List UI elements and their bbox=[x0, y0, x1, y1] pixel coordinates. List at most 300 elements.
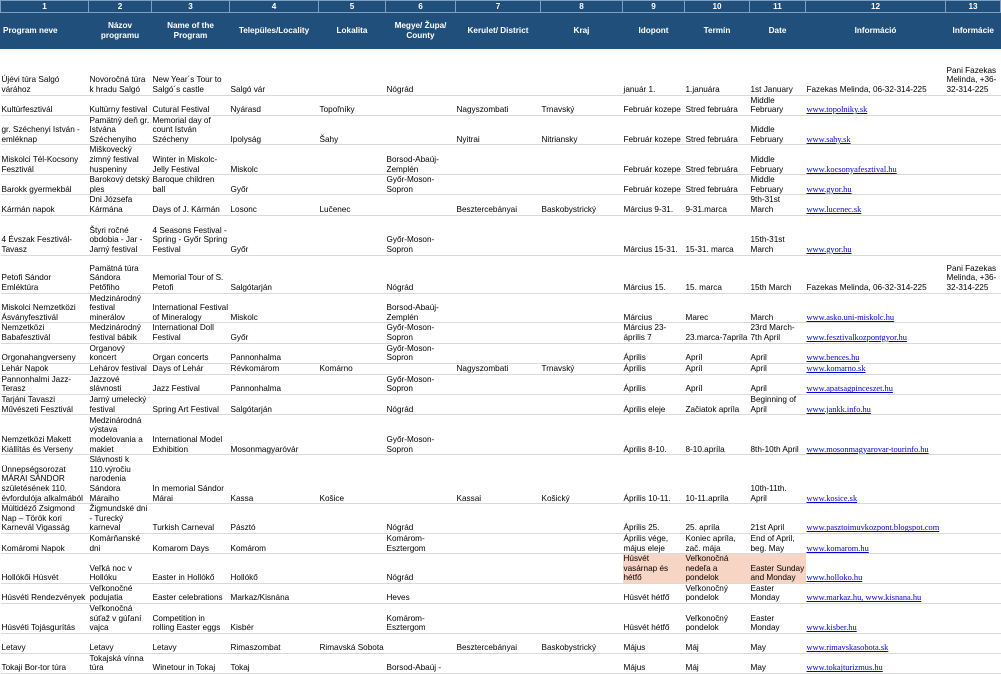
table-cell bbox=[541, 255, 623, 293]
table-cell: Kassai bbox=[456, 455, 541, 504]
table-cell: Topoľníky bbox=[319, 95, 386, 115]
table-cell: Veľkonočný pondelok bbox=[685, 583, 750, 603]
table-cell bbox=[806, 504, 946, 534]
table-cell: Medzinárodná výstava modelovania a makiet bbox=[89, 415, 152, 455]
table-cell: Február kozepe bbox=[623, 115, 685, 145]
table-cell: gr. Széchenyi István - emléknap bbox=[1, 115, 89, 145]
table-cell: Stred februára bbox=[685, 145, 750, 175]
column-header: Idopont bbox=[623, 13, 685, 50]
table-cell bbox=[806, 175, 946, 195]
table-cell bbox=[541, 415, 623, 455]
table-row bbox=[1, 533, 1001, 553]
table-cell: Barokk gyermekbál bbox=[1, 175, 89, 195]
table-cell: Jazz Festival bbox=[152, 374, 230, 394]
table-cell bbox=[541, 653, 623, 673]
table-cell bbox=[541, 394, 623, 414]
table-cell: March bbox=[750, 293, 806, 323]
table-cell bbox=[319, 653, 386, 673]
table-cell: Jarný umelecký festival bbox=[89, 394, 152, 414]
table-cell bbox=[806, 653, 946, 673]
table-cell: Győr-Moson-Sopron bbox=[386, 374, 456, 394]
table-cell: Markaz/Kisnána bbox=[230, 583, 319, 603]
table-cell: Nagyszombati bbox=[456, 95, 541, 115]
table-cell: Révkomárom bbox=[230, 363, 319, 374]
table-row bbox=[1, 633, 1001, 653]
table-cell bbox=[456, 293, 541, 323]
table-cell: Winetour in Tokaj bbox=[152, 653, 230, 673]
table-cell: Koniec apríla, zač. mája bbox=[685, 533, 750, 553]
table-cell: 8-10.apríla bbox=[685, 415, 750, 455]
website-link[interactable]: www.sahy.sk bbox=[806, 134, 851, 144]
table-cell bbox=[946, 374, 1001, 394]
website-link[interactable]: www.holloko.hu bbox=[806, 573, 863, 583]
table-cell: May bbox=[750, 653, 806, 673]
table-cell bbox=[386, 455, 456, 504]
table-cell bbox=[319, 49, 386, 95]
table-cell: Winter in Miskolc- Jelly Festival bbox=[152, 145, 230, 175]
table-cell: Veľkonočná súťaž v gúľaní vajca bbox=[89, 604, 152, 634]
table-cell: Húsvét vasárnap és hétfő bbox=[623, 554, 685, 584]
table-cell: Rimaszombat bbox=[230, 633, 319, 653]
table-row bbox=[1, 504, 1001, 534]
website-link[interactable]: www.gyor.hu bbox=[806, 245, 852, 255]
table-cell: 23.marca-7apríla bbox=[685, 323, 750, 343]
column-number: 13 bbox=[946, 1, 1001, 13]
table-cell: Újévi túra Salgó várához bbox=[1, 49, 89, 95]
table-cell bbox=[946, 415, 1001, 455]
table-cell: Húsvét hétfő bbox=[623, 604, 685, 634]
table-cell: Kármán napok bbox=[1, 195, 89, 215]
table-cell: Húsvéti Tojásgurítás bbox=[1, 604, 89, 634]
website-link[interactable]: www.lucenec.sk bbox=[806, 205, 862, 215]
table-cell: International Doll Festival bbox=[152, 323, 230, 343]
column-header: Lokalita bbox=[319, 13, 386, 50]
table-cell: 8th-10th April bbox=[750, 415, 806, 455]
table-cell: Memorial Tour of S. Petofi bbox=[152, 255, 230, 293]
table-cell: Cutural Festival bbox=[152, 95, 230, 115]
table-cell bbox=[946, 653, 1001, 673]
table-cell: 1.januára bbox=[685, 49, 750, 95]
table-cell: 15-31. marca bbox=[685, 215, 750, 255]
table-cell: Slávnosti k 110.výročiu narodenia Sándora Máraiho bbox=[89, 455, 152, 504]
table-cell bbox=[806, 195, 946, 215]
table-row bbox=[1, 394, 1001, 414]
table-cell bbox=[541, 604, 623, 634]
table-cell: Lučenec bbox=[319, 195, 386, 215]
table-cell bbox=[319, 504, 386, 534]
column-header: Názov programu bbox=[89, 13, 152, 50]
table-cell bbox=[319, 215, 386, 255]
table-cell: Medzinárodný festival bábik bbox=[89, 323, 152, 343]
website-link[interactable]: www.asko.uni-miskolc.hu bbox=[806, 312, 895, 322]
table-cell bbox=[319, 533, 386, 553]
table-cell bbox=[319, 554, 386, 584]
table-cell: Győr-Moson-Sopron bbox=[386, 415, 456, 455]
website-link[interactable]: www.bences.hu bbox=[806, 353, 860, 363]
table-cell bbox=[541, 343, 623, 363]
table-cell: In memorial Sándor Márai bbox=[152, 455, 230, 504]
table-cell bbox=[386, 633, 456, 653]
table-cell bbox=[456, 323, 541, 343]
table-cell: Baskobystrický bbox=[541, 195, 623, 215]
table-cell: Komárno bbox=[319, 363, 386, 374]
table-cell bbox=[946, 633, 1001, 653]
table-cell bbox=[946, 293, 1001, 323]
table-cell bbox=[946, 215, 1001, 255]
table-cell: Kassa bbox=[230, 455, 319, 504]
table-cell: Veľkonočná nedeľa a pondelok bbox=[685, 554, 750, 584]
table-cell: Máj bbox=[685, 653, 750, 673]
table-cell: Besztercebányai bbox=[456, 633, 541, 653]
table-cell: Easter celebrations bbox=[152, 583, 230, 603]
table-cell bbox=[541, 323, 623, 343]
table-cell bbox=[946, 504, 1001, 534]
table-cell: Fazekas Melinda, 06-32-314-225 bbox=[806, 49, 946, 95]
table-cell: Salgó vár bbox=[230, 49, 319, 95]
table-cell bbox=[806, 533, 946, 553]
table-cell bbox=[806, 215, 946, 255]
table-cell: Április 25. bbox=[623, 504, 685, 534]
table-cell: Március 15-31. bbox=[623, 215, 685, 255]
table-cell: Április bbox=[623, 343, 685, 363]
table-cell: Nógrád bbox=[386, 49, 456, 95]
table-cell bbox=[541, 533, 623, 553]
table-cell: Novoročná túra k hradu Salgó bbox=[89, 49, 152, 95]
table-cell: Április 8-10. bbox=[623, 415, 685, 455]
table-cell bbox=[541, 145, 623, 175]
table-cell: Pamätný deň gr. Istvána Széchenyiho bbox=[89, 115, 152, 145]
table-cell bbox=[456, 374, 541, 394]
table-cell: Petofi Sándor Emléktúra bbox=[1, 255, 89, 293]
table-row bbox=[1, 604, 1001, 634]
table-cell: Začiatok apríla bbox=[685, 394, 750, 414]
column-number: 6 bbox=[386, 1, 456, 13]
table-cell: Middle February bbox=[750, 145, 806, 175]
table-cell: Mosonmagyaróvár bbox=[230, 415, 319, 455]
table-cell: Days of Lehár bbox=[152, 363, 230, 374]
table-cell bbox=[946, 175, 1001, 195]
website-link[interactable]: www.jankk.info.hu bbox=[806, 404, 871, 414]
table-cell: Tokaj bbox=[230, 653, 319, 673]
table-cell: Lehárov festival bbox=[89, 363, 152, 374]
table-cell: Nógrád bbox=[386, 504, 456, 534]
table-row bbox=[1, 455, 1001, 504]
table-cell: Apríl bbox=[685, 363, 750, 374]
table-cell: Trnavský bbox=[541, 363, 623, 374]
table-cell: Győr-Moson-Sopron bbox=[386, 343, 456, 363]
table-cell bbox=[456, 343, 541, 363]
table-cell: Április 10-11. bbox=[623, 455, 685, 504]
table-cell bbox=[456, 175, 541, 195]
table-cell: Ipolyság bbox=[230, 115, 319, 145]
table-cell: Tarjáni Tavaszi Művészeti Fesztivál bbox=[1, 394, 89, 414]
table-row bbox=[1, 374, 1001, 394]
table-cell: Húsvéti Rendezvények bbox=[1, 583, 89, 603]
table-cell: Pamätná túra Sándora Petőfiho bbox=[89, 255, 152, 293]
website-link[interactable]: www.topolniky.sk bbox=[806, 105, 868, 115]
table-cell: Pásztó bbox=[230, 504, 319, 534]
table-cell: 1st January bbox=[750, 49, 806, 95]
table-cell: International Model Exhibition bbox=[152, 415, 230, 455]
table-cell: Nagyszombati bbox=[456, 363, 541, 374]
table-cell: Baskobystrický bbox=[541, 633, 623, 653]
table-cell: April bbox=[750, 363, 806, 374]
website-link[interactable]: www.mosonmagyarovar-tourinfo.hu bbox=[806, 444, 929, 454]
table-cell bbox=[806, 115, 946, 145]
column-number: 11 bbox=[750, 1, 806, 13]
column-header: Termín bbox=[685, 13, 750, 50]
table-cell bbox=[946, 343, 1001, 363]
table-cell: Komárom-Esztergom bbox=[386, 533, 456, 553]
table-cell: Hollókői Húsvét bbox=[1, 554, 89, 584]
table-cell bbox=[946, 363, 1001, 374]
table-cell: Győr-Moson-Sopron bbox=[386, 323, 456, 343]
column-number: 12 bbox=[806, 1, 946, 13]
table-cell bbox=[319, 604, 386, 634]
table-cell: Barokový detský ples bbox=[89, 175, 150, 194]
column-number: 9 bbox=[623, 1, 685, 13]
table-cell: Nemzetközi Makett Kiállítás és Verseny bbox=[1, 415, 89, 455]
website-link[interactable]: www.fesztivalkozpontgyor.hu bbox=[806, 333, 907, 342]
table-cell: 15th March bbox=[750, 255, 806, 293]
table-cell bbox=[946, 195, 1001, 215]
table-cell: Pannonhalmi Jazz-Terasz bbox=[1, 374, 89, 394]
table-cell: Nógrád bbox=[386, 554, 456, 584]
table-cell: Kisbér bbox=[230, 604, 319, 634]
table-cell: New Year´s Tour to Salgó´s castle bbox=[152, 49, 230, 95]
table-cell: Nitriansky bbox=[541, 115, 623, 145]
table-cell: Easter Sunday and Monday bbox=[750, 554, 806, 584]
table-cell: Apríl bbox=[685, 374, 750, 394]
table-cell bbox=[386, 363, 456, 374]
table-cell bbox=[946, 95, 1001, 115]
table-cell: Easter Monday bbox=[750, 583, 806, 603]
table-cell: Turkish Carneval bbox=[152, 504, 230, 534]
table-cell: 4 Seasons Festival - Spring - Győr Spring Festival bbox=[152, 215, 230, 255]
table-cell bbox=[456, 415, 541, 455]
table-cell: Miskolci Tél-Kocsony Fesztivál bbox=[1, 145, 89, 175]
table-cell: Easter in Hollókő bbox=[152, 554, 230, 584]
table-cell bbox=[806, 633, 946, 653]
table-cell bbox=[806, 374, 946, 394]
table-cell bbox=[386, 195, 456, 215]
table-row bbox=[1, 215, 1001, 255]
table-cell bbox=[456, 504, 541, 534]
table-cell: Stred februára bbox=[685, 115, 750, 145]
table-cell: Nyárasd bbox=[230, 95, 319, 115]
table-cell: Medzinárodný festival minerálov bbox=[89, 293, 152, 323]
table-cell: Győr bbox=[230, 215, 319, 255]
table-cell: Március bbox=[623, 293, 685, 323]
table-cell: január 1. bbox=[623, 49, 685, 95]
table-cell: April bbox=[750, 374, 806, 394]
table-cell: Letavy bbox=[1, 633, 89, 653]
table-cell bbox=[319, 323, 386, 343]
website-link[interactable]: www.kosice.sk bbox=[806, 493, 858, 503]
table-cell: Stred februára bbox=[685, 95, 750, 115]
table-cell: Ünnepségsorozat MÁRAI SÁNDOR születésének 110. évfordulója alkalmából bbox=[1, 455, 89, 504]
table-cell bbox=[319, 175, 386, 195]
table-cell bbox=[946, 394, 1001, 414]
table-row bbox=[1, 145, 1001, 175]
column-header: Program neve bbox=[1, 13, 89, 50]
table-cell: Middle February bbox=[750, 175, 806, 195]
table-cell: Borsod-Abaúj-Zemplén bbox=[386, 293, 456, 323]
table-row bbox=[1, 49, 1001, 95]
table-row bbox=[1, 95, 1001, 115]
table-cell: Košický bbox=[541, 455, 623, 504]
table-cell: Trnavský bbox=[541, 95, 623, 115]
table-cell: Rimavská Sobota bbox=[319, 633, 386, 653]
table-cell: Kultúrny festival bbox=[89, 95, 152, 115]
table-cell bbox=[456, 394, 541, 414]
table-cell: Baroque children ball bbox=[152, 175, 230, 195]
website-link[interactable]: www.tokajturizmus.hu bbox=[806, 663, 883, 673]
table-cell: Március 9-31. bbox=[623, 195, 685, 215]
column-header: Informácie bbox=[946, 13, 1001, 50]
table-cell: 21st April bbox=[750, 504, 806, 534]
website-link[interactable]: www.gyor.hu bbox=[806, 184, 852, 194]
table-cell bbox=[456, 583, 541, 603]
column-header: Települes/Locality bbox=[230, 13, 319, 50]
website-link[interactable]: www.komarno.sk bbox=[806, 364, 866, 374]
table-row bbox=[1, 583, 1001, 603]
table-cell: Orgonahangverseny bbox=[1, 343, 89, 363]
table-cell: 15. marca bbox=[685, 255, 750, 293]
table-cell: Győr bbox=[230, 175, 319, 195]
table-cell: Komarom Days bbox=[152, 533, 230, 553]
table-cell bbox=[806, 604, 946, 634]
table-row bbox=[1, 293, 1001, 323]
table-cell: End of April, beg. May bbox=[750, 533, 806, 553]
table-row bbox=[1, 415, 1001, 455]
table-cell: Borsod-Abaúj-Zemplén bbox=[386, 145, 456, 175]
website-link[interactable]: www.pasztoimuvkozpont.blogspot.com bbox=[806, 523, 940, 533]
website-link[interactable]: www.kisber.hu bbox=[806, 623, 857, 633]
table-cell bbox=[946, 604, 1001, 634]
table-cell: May bbox=[750, 633, 806, 653]
table-cell: 9th-31st March bbox=[750, 195, 806, 215]
table-cell bbox=[541, 374, 623, 394]
table-cell bbox=[456, 145, 541, 175]
table-cell bbox=[806, 293, 946, 323]
table-cell bbox=[456, 255, 541, 293]
website-link[interactable]: www.komarom.hu bbox=[806, 543, 869, 553]
table-cell: Heves bbox=[386, 583, 456, 603]
column-number: 4 bbox=[230, 1, 319, 13]
table-cell: Veľkonočný pondelok bbox=[685, 604, 750, 634]
column-header: Információ bbox=[806, 13, 946, 50]
table-cell bbox=[541, 175, 623, 195]
table-cell: Marec bbox=[685, 293, 750, 323]
table-cell bbox=[319, 145, 386, 175]
table-cell: Nógrád bbox=[386, 255, 456, 293]
table-cell: Štyri ročné obdobia - Jar - Jarný festival bbox=[89, 215, 152, 255]
website-link[interactable]: www.rimavskasobota.sk bbox=[806, 643, 889, 653]
table-cell bbox=[319, 374, 386, 394]
table-cell: Jazzové slávnosti bbox=[89, 374, 152, 394]
table-cell bbox=[946, 583, 1001, 603]
table-cell: Žigmundské dni - Turecký karneval bbox=[89, 504, 152, 534]
column-number: 10 bbox=[685, 1, 750, 13]
table-row bbox=[1, 115, 1001, 145]
table-cell: Organový koncert bbox=[89, 343, 152, 363]
table-cell bbox=[806, 583, 946, 603]
table-cell: Kultúrfesztivál bbox=[1, 95, 89, 115]
column-header: Megye/ Župa/ County bbox=[386, 13, 456, 50]
table-cell: Május bbox=[623, 653, 685, 673]
table-cell bbox=[319, 255, 386, 293]
table-cell: Lehár Napok bbox=[1, 363, 89, 374]
table-cell: 10th-11th. April bbox=[750, 455, 806, 504]
column-number: 8 bbox=[541, 1, 623, 13]
table-cell bbox=[319, 343, 386, 363]
table-cell: Nyitrai bbox=[456, 115, 541, 145]
table-cell: Apríl bbox=[685, 343, 750, 363]
table-cell: Március 15. bbox=[623, 255, 685, 293]
table-cell: Április bbox=[623, 363, 685, 374]
table-cell bbox=[541, 554, 623, 584]
column-number: 7 bbox=[456, 1, 541, 13]
table-cell: Máj bbox=[685, 633, 750, 653]
table-cell bbox=[386, 115, 456, 145]
table-cell: Letavy bbox=[152, 633, 230, 653]
website-link[interactable]: www.markaz.hu, www.kisnana.hu bbox=[806, 593, 922, 603]
table-cell bbox=[456, 653, 541, 673]
table-cell bbox=[946, 115, 1001, 145]
table-row bbox=[1, 363, 1001, 374]
table-cell: Miskolci Nemzetközi Ásványfesztivál bbox=[1, 293, 89, 323]
table-cell: Competition in rolling Easter eggs bbox=[152, 604, 230, 634]
column-header: Kraj bbox=[541, 13, 623, 50]
table-cell: Miskolc bbox=[230, 293, 319, 323]
website-link[interactable]: www.kocsonyafesztival.hu bbox=[806, 164, 897, 174]
table-cell bbox=[319, 583, 386, 603]
table-cell bbox=[541, 215, 623, 255]
table-row bbox=[1, 255, 1001, 293]
table-cell: Veľkonočné podujatia bbox=[89, 583, 152, 603]
table-cell bbox=[806, 394, 946, 414]
table-cell: Március 23-április 7 bbox=[623, 323, 685, 343]
table-cell: Middle February bbox=[750, 115, 806, 145]
table-cell: Február kozepe bbox=[623, 95, 685, 115]
table-cell: Komáromi Napok bbox=[1, 533, 89, 553]
table-row bbox=[1, 195, 1001, 215]
table-cell bbox=[456, 554, 541, 584]
header-row bbox=[1, 13, 1001, 50]
table-cell: Days of J. Kármán bbox=[152, 195, 230, 215]
table-cell: Memorial day of count István Szécheny bbox=[152, 115, 230, 145]
table-cell: Miškovecký zimný festival huspeniny bbox=[89, 145, 152, 175]
table-cell bbox=[456, 533, 541, 553]
table-cell: Beginning of April bbox=[750, 394, 806, 414]
table-cell bbox=[806, 343, 946, 363]
table-cell: Múltidéző Zsigmond Nap – Török kori Karnevál Vigasság bbox=[1, 504, 89, 534]
table-cell: Pani Fazekas Melinda, +36-32-314-225 bbox=[946, 49, 1001, 95]
website-link[interactable]: www.apatsagpinceszet.hu bbox=[806, 384, 893, 394]
table-cell: Middle February bbox=[750, 95, 806, 115]
table-cell: Borsod-Abaúj - bbox=[386, 653, 456, 673]
table-cell bbox=[806, 95, 946, 115]
table-cell: Nógrád bbox=[386, 394, 456, 414]
table-cell bbox=[946, 145, 1001, 175]
table-cell: Salgótarján bbox=[230, 255, 319, 293]
table-cell bbox=[386, 95, 456, 115]
table-cell: Pannonhalma bbox=[230, 343, 319, 363]
table-cell bbox=[541, 293, 623, 323]
table-cell: Győr bbox=[230, 323, 319, 343]
column-number: 2 bbox=[89, 1, 152, 13]
